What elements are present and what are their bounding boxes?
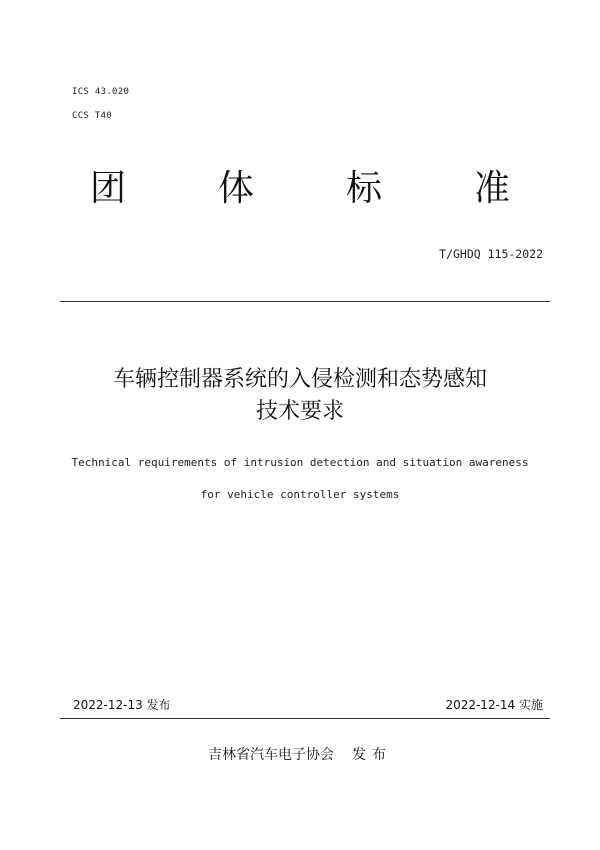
publisher-name: 吉林省汽车电子协会 (208, 747, 334, 763)
bottom-divider (60, 718, 550, 719)
publisher-action: 发布 (352, 747, 392, 763)
chinese-title-line-1: 车辆控制器系统的入侵检测和态势感知 (112, 367, 487, 392)
ics-code: ICS 43.020 (72, 87, 130, 97)
standard-number: T/GHDQ 115-2022 (439, 247, 543, 261)
chinese-title (50, 364, 550, 428)
standard-type-char: 体 (217, 168, 254, 209)
implementation-date: 2022-12-14 实施 (445, 698, 543, 712)
english-title-line-2: for vehicle controller systems (200, 488, 400, 501)
english-title-line-1: Technical requirements of intrusion detection and situation awareness (71, 456, 529, 469)
standard-type-char: 准 (473, 168, 510, 209)
chinese-title-line-2: 技术要求 (255, 399, 344, 424)
standard-type-char: 标 (345, 168, 382, 209)
standard-type-char: 团 (90, 168, 127, 209)
ccs-code: CCS T40 (72, 111, 113, 121)
top-divider (60, 301, 550, 302)
issue-date: 2022-12-13 发布 (73, 698, 171, 712)
publisher-line (0, 744, 600, 764)
standard-type-heading (90, 160, 510, 211)
